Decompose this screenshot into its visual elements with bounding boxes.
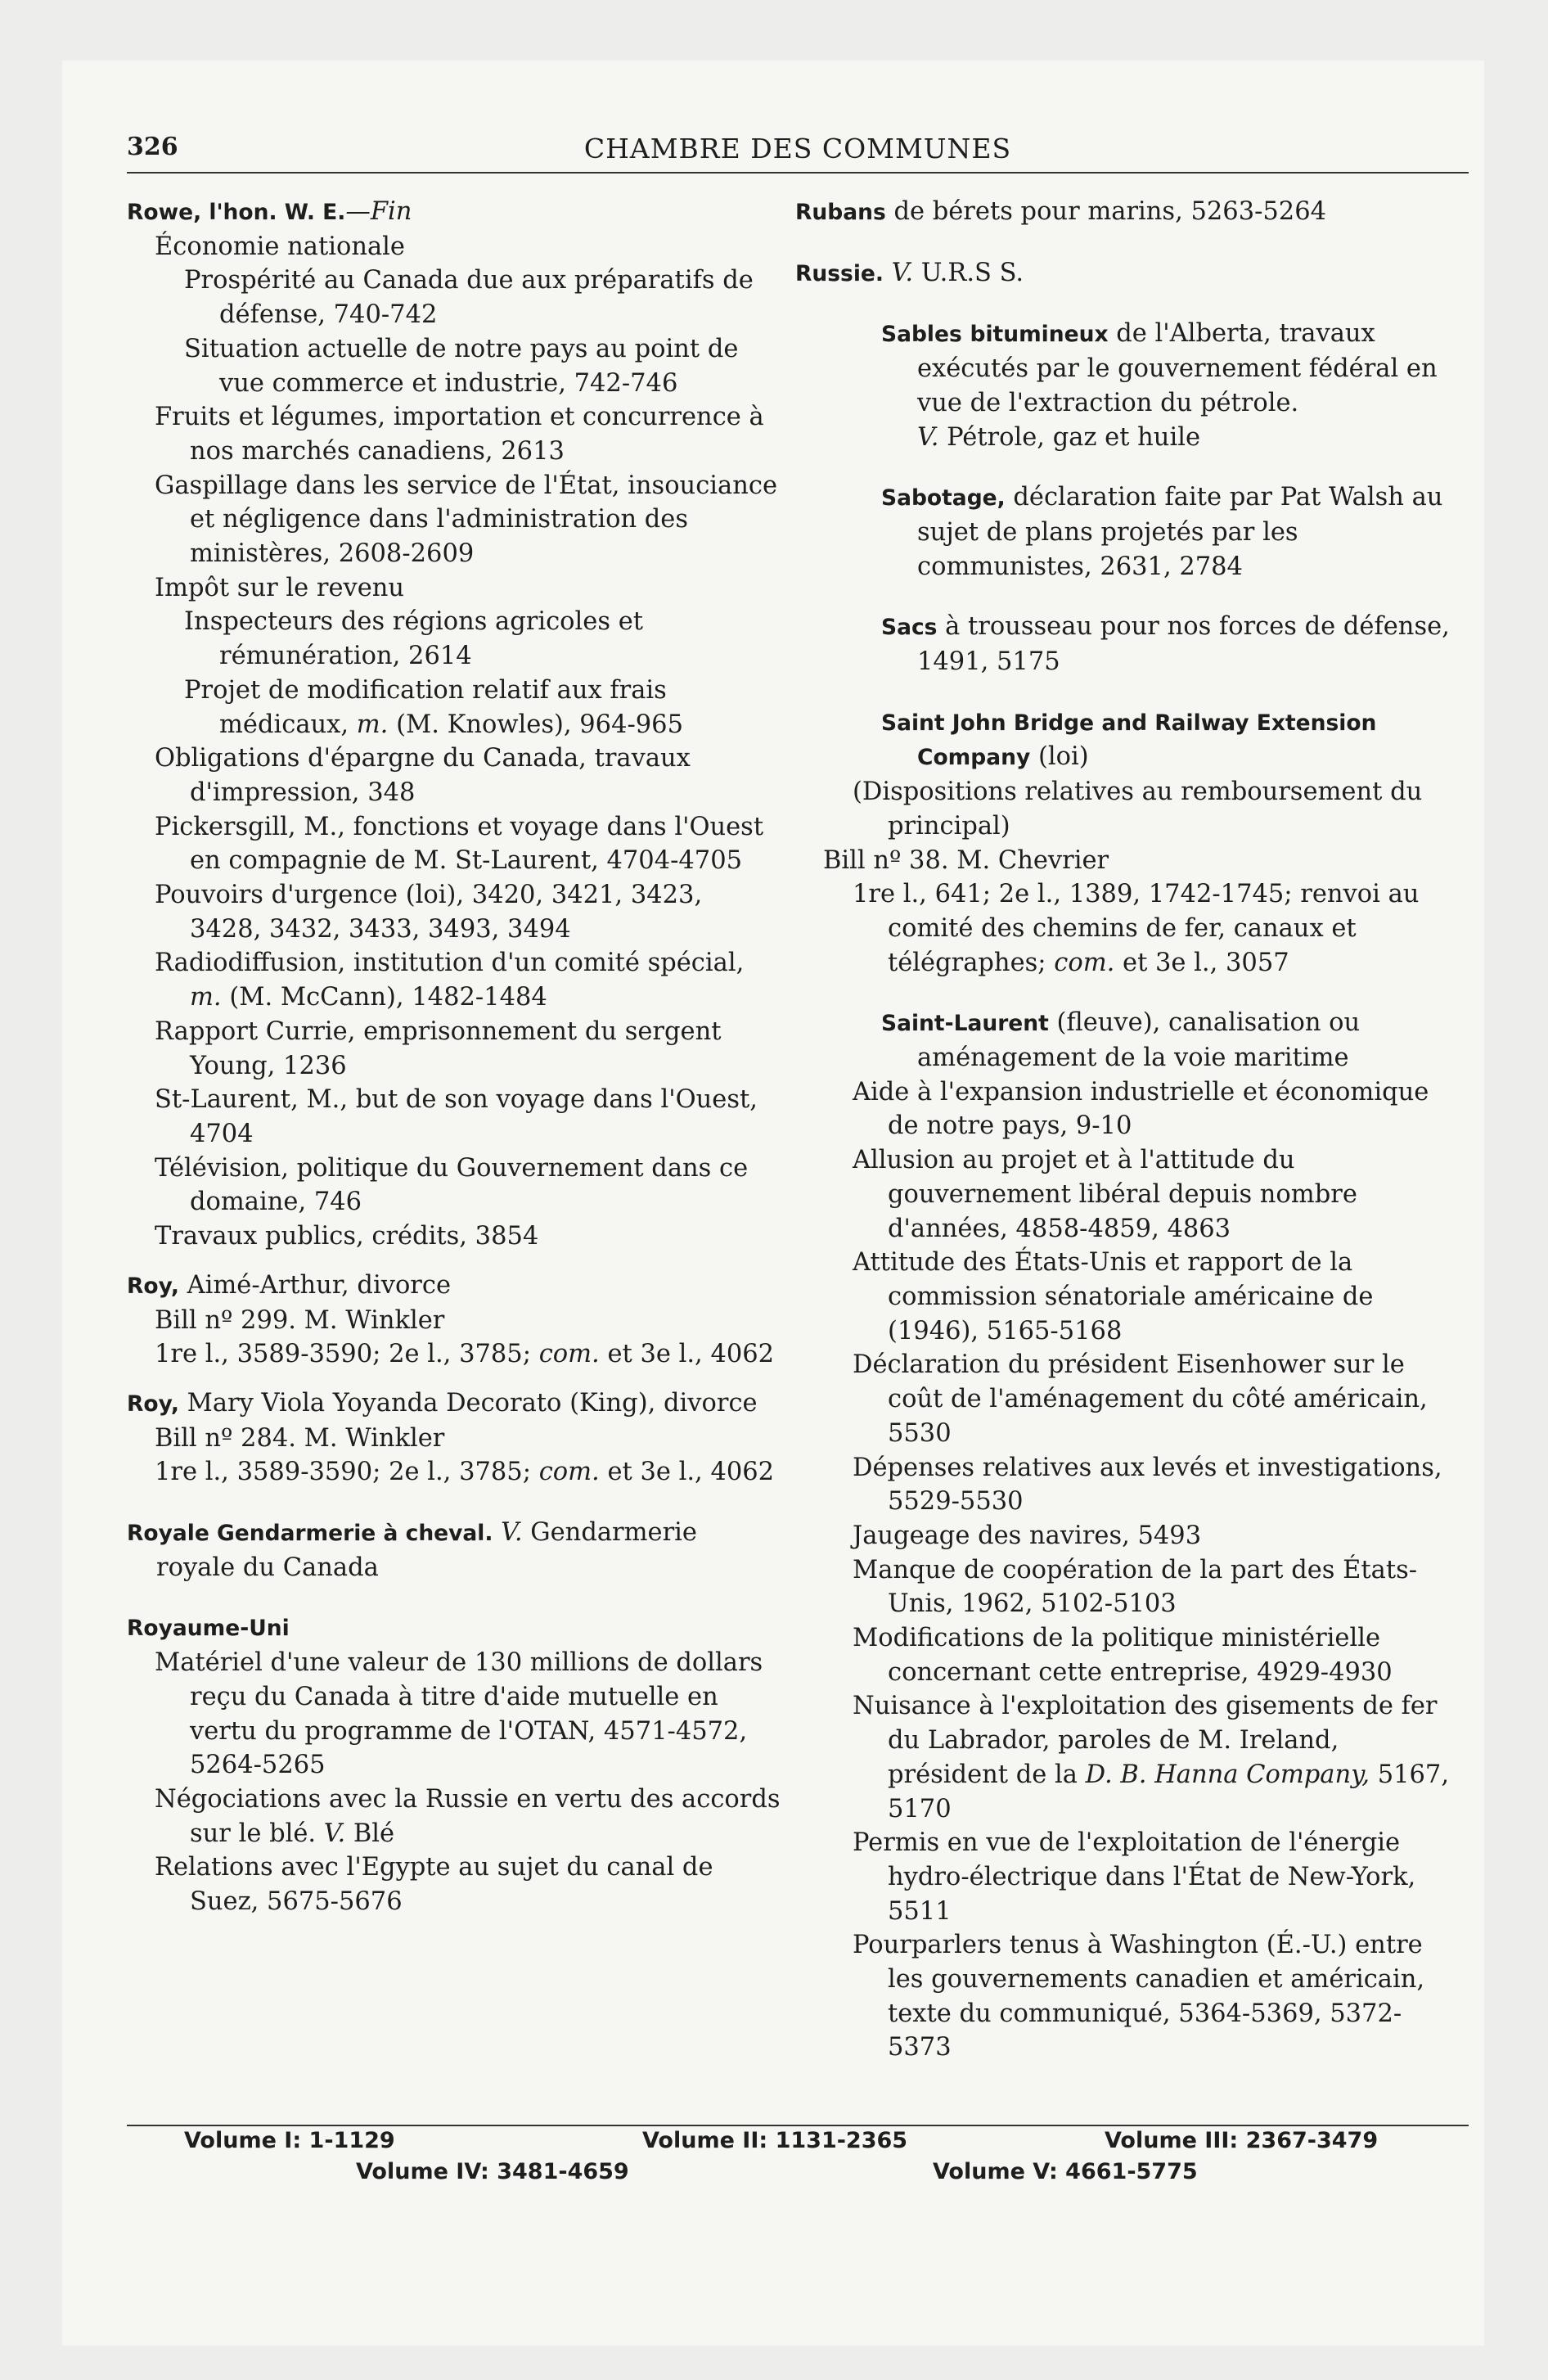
index-entry-russie: Russie. V. U.R.S S.	[795, 258, 1024, 287]
headword: Rowe, l'hon. W. E.	[127, 200, 346, 225]
subentry: Inspecteurs des régions agricoles et rémunération, 2614	[184, 607, 644, 671]
subentry: Rapport Currie, emprisonnement du sergent Young, 1236	[155, 1016, 722, 1080]
volume-range: Volume IV: 3481-4659	[356, 2159, 629, 2184]
left-column	[127, 195, 781, 1945]
subentry: Allusion au projet et à l'attitude du gouvernement libéral depuis nombre d'années, 4858-4859, 4863	[853, 1146, 1357, 1243]
entry-head	[127, 195, 781, 230]
volume-range: Volume V: 4661-5775	[933, 2159, 1198, 2184]
headword: Sacs	[881, 615, 938, 641]
subentry: St-Laurent, M., but de son voyage dans l'Ouest, 4704	[155, 1085, 758, 1148]
index-entry-rowe	[127, 195, 781, 1254]
page-number: 326	[127, 133, 178, 161]
subentry: Pourparlers tenus à Washington (É.-U.) entre les gouvernements canadien et américain, texte du communiqué, 5364-5369, 5372-5373	[853, 1931, 1425, 2062]
subentry: Manque de coopération de la part des États-Unis, 1962, 5102-5103	[853, 1555, 1418, 1619]
subheading: Économie nationale	[155, 232, 405, 261]
headword: Rubans	[795, 200, 886, 225]
headword: Roy,	[127, 1391, 179, 1417]
volume-range: Volume I: 1-1129	[184, 2128, 395, 2153]
subentry: Pickersgill, M., fonctions et voyage dans l'Ouest en compagnie de M. St-Laurent, 4704-4705	[155, 812, 764, 876]
headword: Sables	[881, 322, 962, 348]
subentry: Modifications de la politique ministérielle concernant cette entreprise, 4929-4930	[853, 1624, 1393, 1687]
headword: Royaume-Uni	[127, 1616, 290, 1642]
volume-range: Volume II: 1131-2365	[642, 2128, 908, 2153]
index-entry-sabotage: Sabotage, déclaration faite par Pat Walsh au sujet de plans projetés par les communistes, 2631, 2784	[881, 483, 1443, 581]
subentry: Déclaration du président Eisenhower sur le coût de l'aménagement du côté américain, 5530	[853, 1350, 1428, 1448]
subentry: Aide à l'expansion industrielle et économique de notre pays, 9-10	[853, 1077, 1429, 1141]
volume-range: Volume III: 2367-3479	[1105, 2128, 1379, 2153]
readings-line: 1re l., 641; 2e l., 1389, 1742-1745; renvoi au comité des chemins de fer, canaux et télégraphes; com. et 3e l., 3057	[853, 880, 1420, 977]
subentry: Obligations d'épargne du Canada, travaux d'impression, 348	[155, 744, 691, 807]
running-head: CHAMBRE DES COMMUNES	[583, 133, 1012, 165]
entry-head	[127, 1611, 781, 1646]
entry-head: Royale Gendarmerie à cheval. V. Gendarmerie royale du Canada	[127, 1518, 697, 1582]
index-entry-royaume-uni	[127, 1611, 781, 1918]
subentry: Attitude des États-Unis et rapport de la commission sénatoriale américaine de (1946), 5165-5168	[853, 1248, 1374, 1346]
headword: Saint-Laurent	[881, 1011, 1049, 1037]
subentry: Matériel d'une valeur de 130 millions de dollars reçu du Canada à titre d'aide mutuelle en vertu du programme de l'OTAN, 4571-4572, 5264-5265	[155, 1648, 763, 1780]
subentry: Projet de modification relatif aux frais médicaux, m. (M. Knowles), 964-965	[184, 675, 683, 739]
entry-head: Roy, Aimé-Arthur, divorce	[127, 1270, 452, 1300]
headword: Royale Gendarmerie à cheval.	[127, 1521, 493, 1547]
bill-line: Bill nº 284. M. Winkler	[155, 1423, 445, 1453]
footer-volumes-row-2	[0, 2159, 1548, 2192]
subentry: Gaspillage dans les service de l'État, insouciance et négligence dans l'administration des ministères, 2608-2609	[155, 471, 777, 569]
subheading: Impôt sur le revenu	[155, 573, 405, 602]
index-entry-rubans: Rubans de bérets pour marins, 5263-5264	[795, 197, 1327, 226]
bill-line: Bill nº 299. M. Winkler	[155, 1305, 445, 1335]
subentry: Dépenses relatives aux levés et investigations, 5529-5530	[853, 1453, 1442, 1517]
footer-volumes-row-1	[0, 2128, 1548, 2161]
entry-continued: —Fin	[345, 197, 412, 226]
index-entry-saint-laurent: Saint-Laurent (fleuve), canalisation ou aménagement de la voie maritime Aide à l'expansion industrielle et économique de notre pays, 9-10 Allusion au projet et à l'attitude du gouvernement libéral depuis nombre d'années, 4858-4859, 4863 Attitude des États-Unis et rapport de la commission sénatoriale américaine de (1946), 5165-5168 Déclaration du président Eisenhower sur le coût de l'aménagement du côté américain, 5530 Dépenses relatives aux levés et investigations, 5529-5530 Jaugeage des navires, 5493 Manque de coopération de la part des États-Unis, 1962, 5102-5103 Modifications de la politique ministérielle concernant cette entreprise, 4929-4930 Nuisance à l'exploitation des gisements de fer du Labrador, paroles de M. Ireland, président de la D. B. Hanna Company, 5167, 5170 Permis en vue de l'exploitation de l'énergie hydro-électrique dans l'État de New-York, 5511 Pourparlers tenus à Washington (É.-U.) entre les gouvernements canadien et américain, texte du communiqué, 5364-5369, 5372-5373	[795, 1006, 1462, 2065]
readings-line: 1re l., 3589-3590; 2e l., 3785; com. et 3e l., 4062	[155, 1340, 775, 1369]
right-column	[795, 195, 1462, 2091]
index-entry-sacs: Sacs à trousseau pour nos forces de défense, 1491, 5175	[881, 612, 1450, 677]
subentry: Radiodiffusion, institution d'un comité spécial, m. (M. McCann), 1482-1484	[155, 949, 745, 1012]
subentry: Télévision, politique du Gouvernement dans ce domaine, 746	[155, 1153, 749, 1217]
headword: Russie.	[795, 260, 884, 286]
subentry: Situation actuelle de notre pays au point de vue commerce et industrie, 742-746	[184, 334, 739, 398]
subentry: Négociations avec la Russie en vertu des accords sur le blé. V. Blé	[155, 1784, 781, 1848]
subentry: Pouvoirs d'urgence (loi), 3420, 3421, 3423, 3428, 3432, 3433, 3493, 3494	[155, 881, 703, 944]
index-entry-royale	[127, 1516, 781, 1584]
footer-rule	[127, 2125, 1469, 2126]
index-entry-saint-john: Saint John Bridge and Railway Extension Company (loi) (Dispositions relatives au remboursement du principal) Bill nº 38. M. Chevrier 1re l., 641; 2e l., 1389, 1742-1745; renvoi au comité des chemins de fer, canaux et télégraphes; com. et 3e l., 3057	[795, 705, 1462, 980]
index-entry-roy-mary	[127, 1386, 781, 1490]
subentry: (Dispositions relatives au remboursement du principal)	[853, 778, 1423, 841]
headword: Roy,	[127, 1273, 179, 1299]
subentry: Fruits et légumes, importation et concurrence à nos marchés canadiens, 2613	[155, 403, 764, 466]
subentry: Nuisance à l'exploitation des gisements de fer du Labrador, paroles de M. Ireland, président de la D. B. Hanna Company, 5167, 5170	[853, 1692, 1450, 1823]
index-entry-sables: Sables bitumineux de l'Alberta, travaux exécutés par le gouvernement fédéral en vue de l'extraction du pétrole. V. Pétrole, gaz et huile	[881, 319, 1438, 452]
subentry: Prospérité au Canada due aux préparatifs de défense, 740-742	[184, 266, 754, 330]
headword: Sabotage,	[881, 485, 1006, 512]
subentry: Jaugeage des navires, 5493	[853, 1521, 1202, 1550]
readings-line: 1re l., 3589-3590; 2e l., 3785; com. et 3e l., 4062	[155, 1458, 775, 1487]
headword: Saint John Bridge and Railway Extension Company	[881, 710, 1377, 771]
subentry: Relations avec l'Egypte au sujet du canal de Suez, 5675-5676	[155, 1853, 713, 1917]
index-entry-roy-aime	[127, 1269, 781, 1372]
page-header	[127, 129, 1469, 174]
bill-line: Bill nº 38. M. Chevrier	[823, 845, 1109, 875]
entry-head: Roy, Mary Viola Yoyanda Decorato (King), divorce	[127, 1388, 758, 1418]
subentry: Travaux publics, crédits, 3854	[155, 1222, 539, 1251]
subentry: Permis en vue de l'exploitation de l'énergie hydro-électrique dans l'État de New-York, 5511	[853, 1828, 1416, 1926]
